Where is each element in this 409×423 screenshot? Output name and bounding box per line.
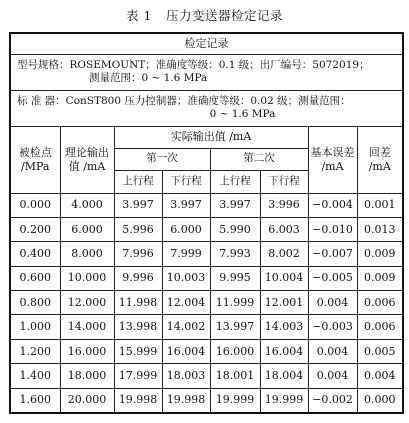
model-line-1: 型号规格：ROSEMOUNT；准确度等级：0.1 级；出厂编号：5072019；	[17, 58, 370, 71]
col-header-basic-error: 基本误差 /mA	[308, 126, 357, 193]
cell-point: 0.000	[10, 193, 60, 217]
cell-basic-error: 0.004	[308, 364, 357, 388]
cell-first-up: 13.998	[114, 315, 162, 339]
table-row	[10, 242, 403, 266]
col-header-second-up: 上行程	[210, 170, 260, 193]
table-caption	[0, 0, 409, 30]
cell-first-up: 19.998	[114, 388, 162, 413]
cell-hysteresis: 0.004	[357, 364, 403, 388]
cell-hysteresis: 0.006	[357, 291, 403, 315]
table-title: 压力变送器检定记录	[165, 8, 283, 23]
cell-basic-error: 0.004	[308, 339, 357, 363]
cell-second-up: 18.001	[210, 364, 260, 388]
cell-first-down: 6.000	[162, 217, 210, 241]
cell-second-up: 13.997	[210, 315, 260, 339]
col-header-hysteresis: 回差 /mA	[357, 126, 403, 193]
table-row	[10, 217, 403, 241]
cell-theory: 6.000	[60, 217, 114, 241]
cell-hysteresis: 0.013	[357, 217, 403, 241]
model-info	[10, 54, 403, 90]
col-header-actual: 实际输出值 /mA	[114, 126, 308, 148]
cell-first-up: 5.996	[114, 217, 162, 241]
cell-first-down: 19.998	[162, 388, 210, 413]
cell-first-up: 11.998	[114, 291, 162, 315]
col-header-theory: 理论输出值 /mA	[60, 126, 114, 193]
cell-second-down: 3.996	[260, 193, 308, 217]
cell-point: 0.400	[10, 242, 60, 266]
cell-second-up: 7.993	[210, 242, 260, 266]
cell-basic-error: −0.002	[308, 388, 357, 413]
cell-second-down: 10.004	[260, 266, 308, 290]
cell-basic-error: 0.004	[308, 291, 357, 315]
cell-point: 1.000	[10, 315, 60, 339]
standard-line-1: 标 准 器：ConST800 压力控制器；准确度等级：0.02 级；测量范围：	[17, 94, 351, 107]
cell-first-up: 3.997	[114, 193, 162, 217]
col-header-second-down: 下行程	[260, 170, 308, 193]
cell-second-up: 9.995	[210, 266, 260, 290]
cell-theory: 14.000	[60, 315, 114, 339]
table-row	[10, 291, 403, 315]
cell-first-down: 12.004	[162, 291, 210, 315]
cell-second-down: 19.999	[260, 388, 308, 413]
cell-basic-error: −0.007	[308, 242, 357, 266]
record-heading: 检定记录	[10, 33, 403, 54]
col-header-first-down: 下行程	[162, 170, 210, 193]
cell-second-down: 16.004	[260, 339, 308, 363]
cell-second-down: 6.003	[260, 217, 308, 241]
cell-second-down: 12.001	[260, 291, 308, 315]
cell-second-down: 8.002	[260, 242, 308, 266]
cell-theory: 4.000	[60, 193, 114, 217]
cell-hysteresis: 0.009	[357, 242, 403, 266]
cell-second-down: 14.003	[260, 315, 308, 339]
cell-second-up: 11.999	[210, 291, 260, 315]
model-line-2: 测量范围：0 ~ 1.6 MPa	[89, 72, 208, 84]
table-row	[10, 364, 403, 388]
cell-basic-error: −0.004	[308, 193, 357, 217]
cell-first-up: 17.999	[114, 364, 162, 388]
cell-first-down: 3.997	[162, 193, 210, 217]
cell-first-up: 9.996	[114, 266, 162, 290]
cell-first-down: 14.002	[162, 315, 210, 339]
col-header-first: 第一次	[114, 148, 210, 170]
cell-theory: 18.000	[60, 364, 114, 388]
cell-hysteresis: 0.001	[357, 193, 403, 217]
cell-second-up: 3.997	[210, 193, 260, 217]
cell-hysteresis: 0.006	[357, 315, 403, 339]
cell-basic-error: −0.010	[308, 217, 357, 241]
cell-second-up: 5.990	[210, 217, 260, 241]
table-row	[10, 266, 403, 290]
cell-theory: 16.000	[60, 339, 114, 363]
cell-point: 0.600	[10, 266, 60, 290]
cell-first-up: 7.996	[114, 242, 162, 266]
cell-hysteresis: 0.000	[357, 388, 403, 413]
col-header-first-up: 上行程	[114, 170, 162, 193]
cell-basic-error: −0.003	[308, 315, 357, 339]
cell-second-up: 19.999	[210, 388, 260, 413]
cell-first-down: 18.003	[162, 364, 210, 388]
cell-theory: 8.000	[60, 242, 114, 266]
cell-point: 1.200	[10, 339, 60, 363]
cell-second-down: 18.004	[260, 364, 308, 388]
cell-first-down: 16.004	[162, 339, 210, 363]
cell-hysteresis: 0.005	[357, 339, 403, 363]
table-row	[10, 193, 403, 217]
cell-point: 0.800	[10, 291, 60, 315]
table-row	[10, 339, 403, 363]
table-number: 表 1	[126, 8, 152, 23]
calibration-record-table	[9, 32, 404, 414]
cell-point: 1.400	[10, 364, 60, 388]
cell-theory: 20.000	[60, 388, 114, 413]
col-header-point: 被检点 /MPa	[10, 126, 60, 193]
cell-hysteresis: 0.009	[357, 266, 403, 290]
standard-line-2: 0 ~ 1.6 MPa	[209, 108, 276, 120]
cell-first-down: 7.999	[162, 242, 210, 266]
cell-first-down: 10.003	[162, 266, 210, 290]
cell-point: 0.200	[10, 217, 60, 241]
cell-basic-error: −0.005	[308, 266, 357, 290]
standard-info	[10, 90, 403, 126]
table-row	[10, 388, 403, 413]
cell-theory: 10.000	[60, 266, 114, 290]
cell-second-up: 16.000	[210, 339, 260, 363]
table-row	[10, 315, 403, 339]
cell-first-up: 15.999	[114, 339, 162, 363]
cell-theory: 12.000	[60, 291, 114, 315]
cell-point: 1.600	[10, 388, 60, 413]
col-header-second: 第二次	[210, 148, 308, 170]
